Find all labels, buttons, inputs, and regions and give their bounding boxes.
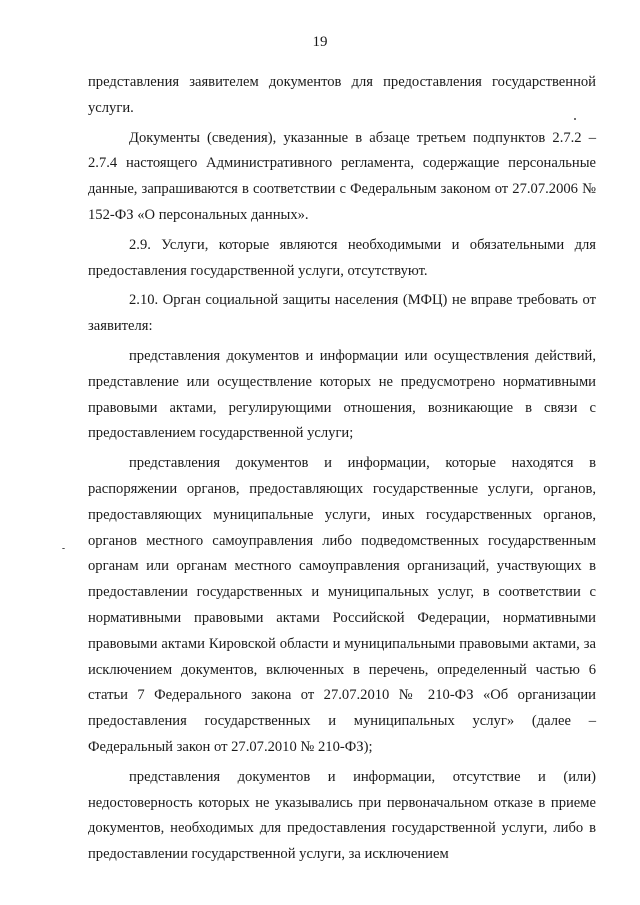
paragraph-requirement-1: представления документов и информации или осуществления действий, представление или осуществление которых не предусмотрено нормативными правовыми актами, регулирующими отношения, возникающие в связи с предоставлением государственной услуги;: [88, 347, 596, 442]
paragraph-requirement-3: представления документов и информации, отсутствие и (или) недостоверность которых не указывались при первоначальном отказе в приеме документов, необходимых для предоставления государственной услуги, либо в предоставлении государственной услуги, за исключением: [88, 768, 596, 863]
scan-speck: [62, 548, 65, 549]
paragraph-2-9: 2.9. Услуги, которые являются необходимыми и обязательными для предоставления государственной услуги, отсутствуют.: [88, 236, 596, 279]
paragraph-2-10: 2.10. Орган социальной защиты населения (МФЦ) не вправе требовать от заявителя:: [88, 292, 596, 335]
scan-speck: [574, 118, 576, 120]
document-body: [88, 70, 596, 872]
paragraph-continuation: представления заявителем документов для предоставления государственной услуги.: [88, 74, 596, 116]
page-number: 19: [312, 34, 328, 50]
paragraph-documents-personal-data: Документы (сведения), указанные в абзаце третьем подпунктов 2.7.2 – 2.7.4 настоящего Административного регламента, содержащие персональные данные, запрашиваются в соответствии с Федеральным законом от 27.07.2006 № 152-ФЗ «О персональных данных».: [88, 129, 596, 223]
paragraph-requirement-2: представления документов и информации, которые находятся в распоряжении органов, предоставляющих государственные услуги, органов, предоставляющих муниципальные услуги, иных государственных органов, органов местного самоуправления либо подведомственных государственным органам или органам местного самоуправления организаций, участвующих в предоставлении государственных и муниципальных услуг, в соответствии с нормативными правовыми актами Российской Федерации, нормативными правовыми актами Кировской области и муниципальными правовыми актами, за исключением документов, включенных в перечень, определенный частью 6 статьи 7 Федерального закона от 27.07.2010 № 210-ФЗ «Об организации предоставления государственных и муниципальных услуг» (далее – Федеральный закон от 27.07.2010 № 210-ФЗ);: [88, 455, 596, 755]
